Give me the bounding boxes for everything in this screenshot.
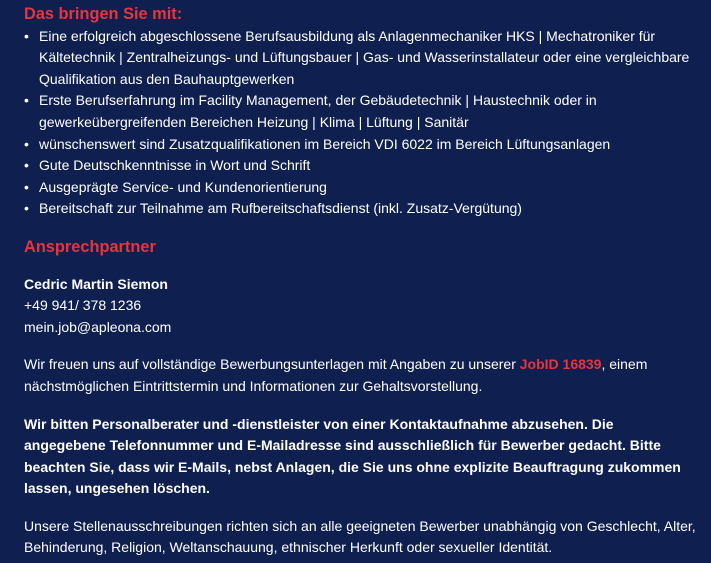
contact-name: Cedric Martin Siemon — [24, 275, 168, 292]
list-item: • Eine erfolgreich abgeschlossene Berufsausbildung als Anlagenmechaniker HKS | Mechatroniker für Kältetechnik | Zentralheizungs- und Lüftungsbauer | Gas- und Wasserinstallateur oder eine vergleichbare Qualifikation aus den Bauhauptgewerken — [24, 26, 699, 91]
list-item: • wünschenswert sind Zusatzqualifikationen im Bereich VDI 6022 im Bereich Lüftungsanlagen — [24, 134, 699, 156]
list-item: • Gute Deutschkenntnisse in Wort und Schrift — [24, 155, 699, 177]
list-item: • Ausgeprägte Service- und Kundenorientierung — [24, 177, 699, 199]
job-id: JobID 16839 — [519, 356, 602, 373]
application-paragraph — [24, 354, 699, 397]
diversity-paragraph: Unsere Stellenausschreibungen richten sich an alle geeigneten Bewerber unabhängig von Geschlecht, Alter, Behinderung, Religion, Weltanschauung, ethnischer Herkunft oder sexueller Identität. — [24, 517, 696, 556]
list-item: • Bereitschaft zur Teilnahme am Rufbereitschaftsdienst (inkl. Zusatz-Vergütung) — [24, 198, 699, 220]
requirements-list — [24, 26, 699, 220]
contact-details — [24, 274, 699, 339]
list-item: • Erste Berufserfahrung im Facility Management, der Gebäudetechnik | Haustechnik oder in gewerkeübergreifenden Bereichen Heizung | Klima | Lüftung | Sanitär — [24, 90, 699, 133]
application-text-after: , einem nächstmöglichen Eintrittstermin und Informationen zur Gehaltsvorstellung. — [24, 356, 648, 394]
requirements-heading: Das bringen Sie mit: — [24, 5, 183, 23]
application-text-before: Wir freuen uns auf vollständige Bewerbungsunterlagen mit Angaben zu unserer — [24, 356, 520, 373]
contact-email[interactable]: mein.job@apleona.com — [24, 318, 172, 335]
contact-phone[interactable]: +49 941/ 378 1236 — [24, 297, 142, 314]
recruiter-notice-paragraph: Wir bitten Personalberater und -dienstleister von einer Kontaktaufnahme abzusehen. Die angegebene Telefonnummer und E-Mailadresse sind ausschließlich für Bewerber gedacht. Bitte beachten Sie, dass wir E-Mails, nebst Anlagen, die Sie uns ohne explizite Beauftragung zukommen lassen, ungesehen löschen. — [24, 415, 681, 497]
contact-heading: Ansprechpartner — [24, 237, 156, 256]
